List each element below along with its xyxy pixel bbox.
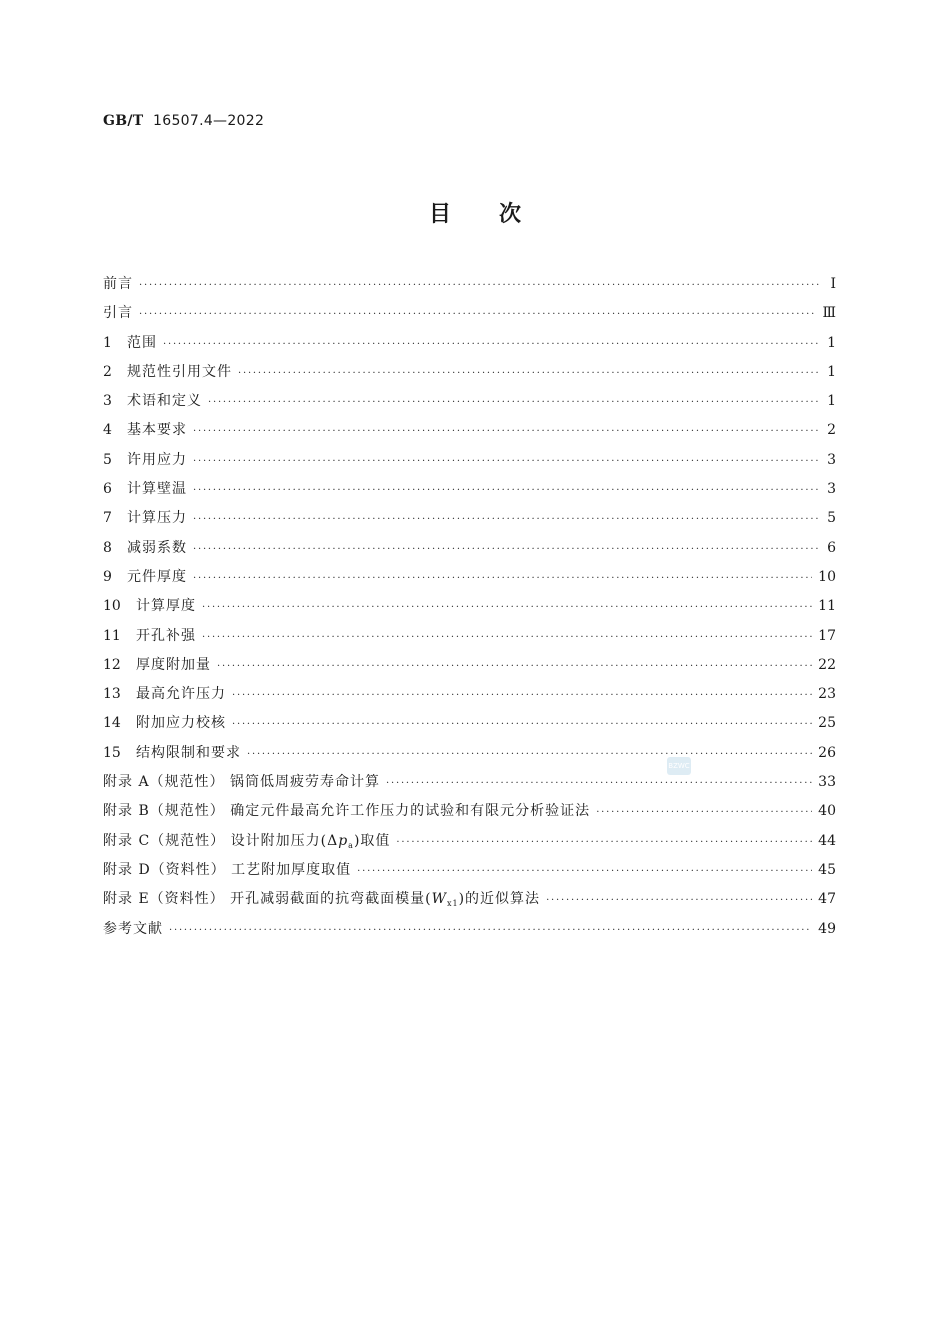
formula-variable: p xyxy=(338,832,349,849)
toc-entry-number: 3 xyxy=(103,393,112,410)
toc-entry-page: 3 xyxy=(827,481,836,498)
toc-entry-label: 附录 A（规范性） 锅筒低周疲劳寿命计算 xyxy=(103,774,381,791)
toc-entry-number: 13 xyxy=(103,686,121,703)
toc-entry-page: 1 xyxy=(827,334,836,351)
dot-leader xyxy=(208,388,820,417)
toc-entry-label: 最高允许压力 xyxy=(136,686,226,703)
label-text: )取值 xyxy=(353,832,391,849)
toc-entry-page: 22 xyxy=(818,656,836,673)
toc-entry-label: 范围 xyxy=(127,334,157,351)
formula-subscript: x1 xyxy=(446,899,459,909)
toc-entry-2[interactable] xyxy=(103,358,836,387)
toc-entry-page: 17 xyxy=(818,627,836,644)
toc-entry-label: 附加应力校核 xyxy=(136,715,226,732)
dot-leader xyxy=(232,681,812,710)
toc-entry-label: 元件厚度 xyxy=(127,568,187,585)
toc-entry-label: 计算压力 xyxy=(127,510,187,527)
toc-entry-page: 1 xyxy=(827,393,836,410)
dot-leader xyxy=(139,300,816,329)
toc-entry-label: 计算厚度 xyxy=(136,598,196,615)
toc-entry-14[interactable] xyxy=(103,709,836,738)
toc-entry-page: 3 xyxy=(827,451,836,468)
toc-entry-12[interactable] xyxy=(103,651,836,680)
dot-leader xyxy=(238,359,820,388)
toc-entry-8[interactable] xyxy=(103,534,836,563)
toc-entry-label: 基本要求 xyxy=(127,422,187,439)
toc-entry-4[interactable] xyxy=(103,416,836,445)
dot-leader xyxy=(139,271,820,300)
toc-entry-page: Ⅲ xyxy=(822,305,836,322)
toc-entry-page: 1 xyxy=(827,363,836,380)
toc-entry-number: 1 xyxy=(103,334,112,351)
toc-entry-number: 5 xyxy=(103,451,112,468)
dot-leader xyxy=(232,710,812,739)
formula-variable: W xyxy=(431,891,447,908)
toc-entry-label: 减弱系数 xyxy=(127,539,187,556)
toc-entry-appendix-d[interactable] xyxy=(103,856,836,885)
toc-entry-appendix-b[interactable] xyxy=(103,797,836,826)
watermark-logo: BZWC xyxy=(667,757,691,775)
toc-entry-label: 参考文献 xyxy=(103,920,163,937)
formula-subscript: a xyxy=(348,840,354,850)
toc-entry-10[interactable] xyxy=(103,592,836,621)
toc-entry-number: 7 xyxy=(103,510,112,527)
dot-leader xyxy=(596,798,812,827)
toc-entry-number: 14 xyxy=(103,715,121,732)
toc-entry-page: 44 xyxy=(818,832,836,849)
toc-entry-13[interactable] xyxy=(103,680,836,709)
dot-leader xyxy=(247,740,812,769)
toc-entry-number: 4 xyxy=(103,422,112,439)
toc-entry-label: 附录 D（资料性） 工艺附加厚度取值 xyxy=(103,861,352,878)
toc-entry-label: 计算壁温 xyxy=(127,481,187,498)
toc-entry-page: 26 xyxy=(818,744,836,761)
toc-entry-number: 10 xyxy=(103,598,121,615)
toc-entry-page: 5 xyxy=(827,510,836,527)
toc-entry-number: 8 xyxy=(103,539,112,556)
toc-entry-label xyxy=(103,827,390,860)
dot-leader xyxy=(202,623,812,652)
toc-entry-15[interactable] xyxy=(103,739,836,768)
dot-leader xyxy=(217,652,812,681)
toc-entry-label: 许用应力 xyxy=(127,451,187,468)
toc-entry-page: 47 xyxy=(818,891,836,908)
page-title: 目次 xyxy=(428,202,569,227)
toc-entry-bibliography[interactable] xyxy=(103,915,836,944)
toc-entry-number: 6 xyxy=(103,481,112,498)
toc-entry-5[interactable] xyxy=(103,446,836,475)
standard-code-prefix: GB/T xyxy=(103,113,144,129)
toc-entry-appendix-c[interactable] xyxy=(103,827,836,856)
toc-entry-page: 33 xyxy=(818,774,836,791)
toc-entry-label: 结构限制和要求 xyxy=(136,744,241,761)
dot-leader xyxy=(193,476,820,505)
toc-entry-page: 10 xyxy=(818,568,836,585)
toc-entry-label: 规范性引用文件 xyxy=(127,363,232,380)
dot-leader xyxy=(193,535,820,564)
dot-leader xyxy=(386,769,812,798)
toc-entry-label: 开孔补强 xyxy=(136,627,196,644)
dot-leader xyxy=(193,447,820,476)
toc-entry-number: 15 xyxy=(103,744,121,761)
toc-entry-3[interactable] xyxy=(103,387,836,416)
toc-entry-appendix-a[interactable] xyxy=(103,768,836,797)
dot-leader xyxy=(193,417,820,446)
toc-entry-page: 45 xyxy=(818,861,836,878)
toc-entry-label: 附录 B（规范性） 确定元件最高允许工作压力的试验和有限元分析验证法 xyxy=(103,803,591,820)
toc-entry-label: 术语和定义 xyxy=(127,393,202,410)
dot-leader xyxy=(163,330,820,359)
toc-entry-label: 厚度附加量 xyxy=(136,656,211,673)
dot-leader xyxy=(357,857,812,886)
toc-entry-number: 12 xyxy=(103,656,121,673)
dot-leader xyxy=(202,593,812,622)
dot-leader xyxy=(193,564,812,593)
toc-entry-9[interactable] xyxy=(103,563,836,592)
toc-entry-number: 9 xyxy=(103,568,112,585)
toc-entry-page: 6 xyxy=(827,539,836,556)
toc-entry-number: 2 xyxy=(103,363,112,380)
standard-code xyxy=(103,113,264,129)
toc-entry-page: 49 xyxy=(818,920,836,937)
toc-entry-appendix-e[interactable] xyxy=(103,885,836,914)
toc-entry-page: Ⅰ xyxy=(830,276,836,292)
dot-leader xyxy=(193,505,820,534)
toc-entry-7[interactable] xyxy=(103,504,836,533)
toc-entry-page: 2 xyxy=(827,422,836,439)
dot-leader xyxy=(169,916,812,945)
toc-entry-page: 23 xyxy=(818,686,836,703)
toc-entry-foreword[interactable] xyxy=(103,270,836,299)
toc-entry-number: 11 xyxy=(103,627,121,644)
toc-entry-label: 前言 xyxy=(103,276,133,292)
toc-entry-page: 25 xyxy=(818,715,836,732)
toc-entry-label xyxy=(103,885,540,918)
dot-leader xyxy=(396,828,812,857)
label-text: )的近似算法 xyxy=(458,891,541,908)
toc-entry-6[interactable] xyxy=(103,475,836,504)
table-of-contents xyxy=(103,270,836,944)
dot-leader xyxy=(546,886,812,915)
toc-entry-page: 11 xyxy=(818,598,836,615)
label-text: 附录 E（资料性） 开孔减弱截面的抗弯截面模量( xyxy=(103,891,432,908)
toc-entry-page: 40 xyxy=(818,803,836,820)
toc-entry-label: 引言 xyxy=(103,305,133,322)
standard-code-number: 16507.4—2022 xyxy=(153,113,265,129)
toc-entry-introduction[interactable] xyxy=(103,299,836,328)
label-text: 附录 C（规范性） 设计附加压力(Δ xyxy=(103,832,339,849)
toc-entry-11[interactable] xyxy=(103,622,836,651)
toc-entry-1[interactable] xyxy=(103,329,836,358)
